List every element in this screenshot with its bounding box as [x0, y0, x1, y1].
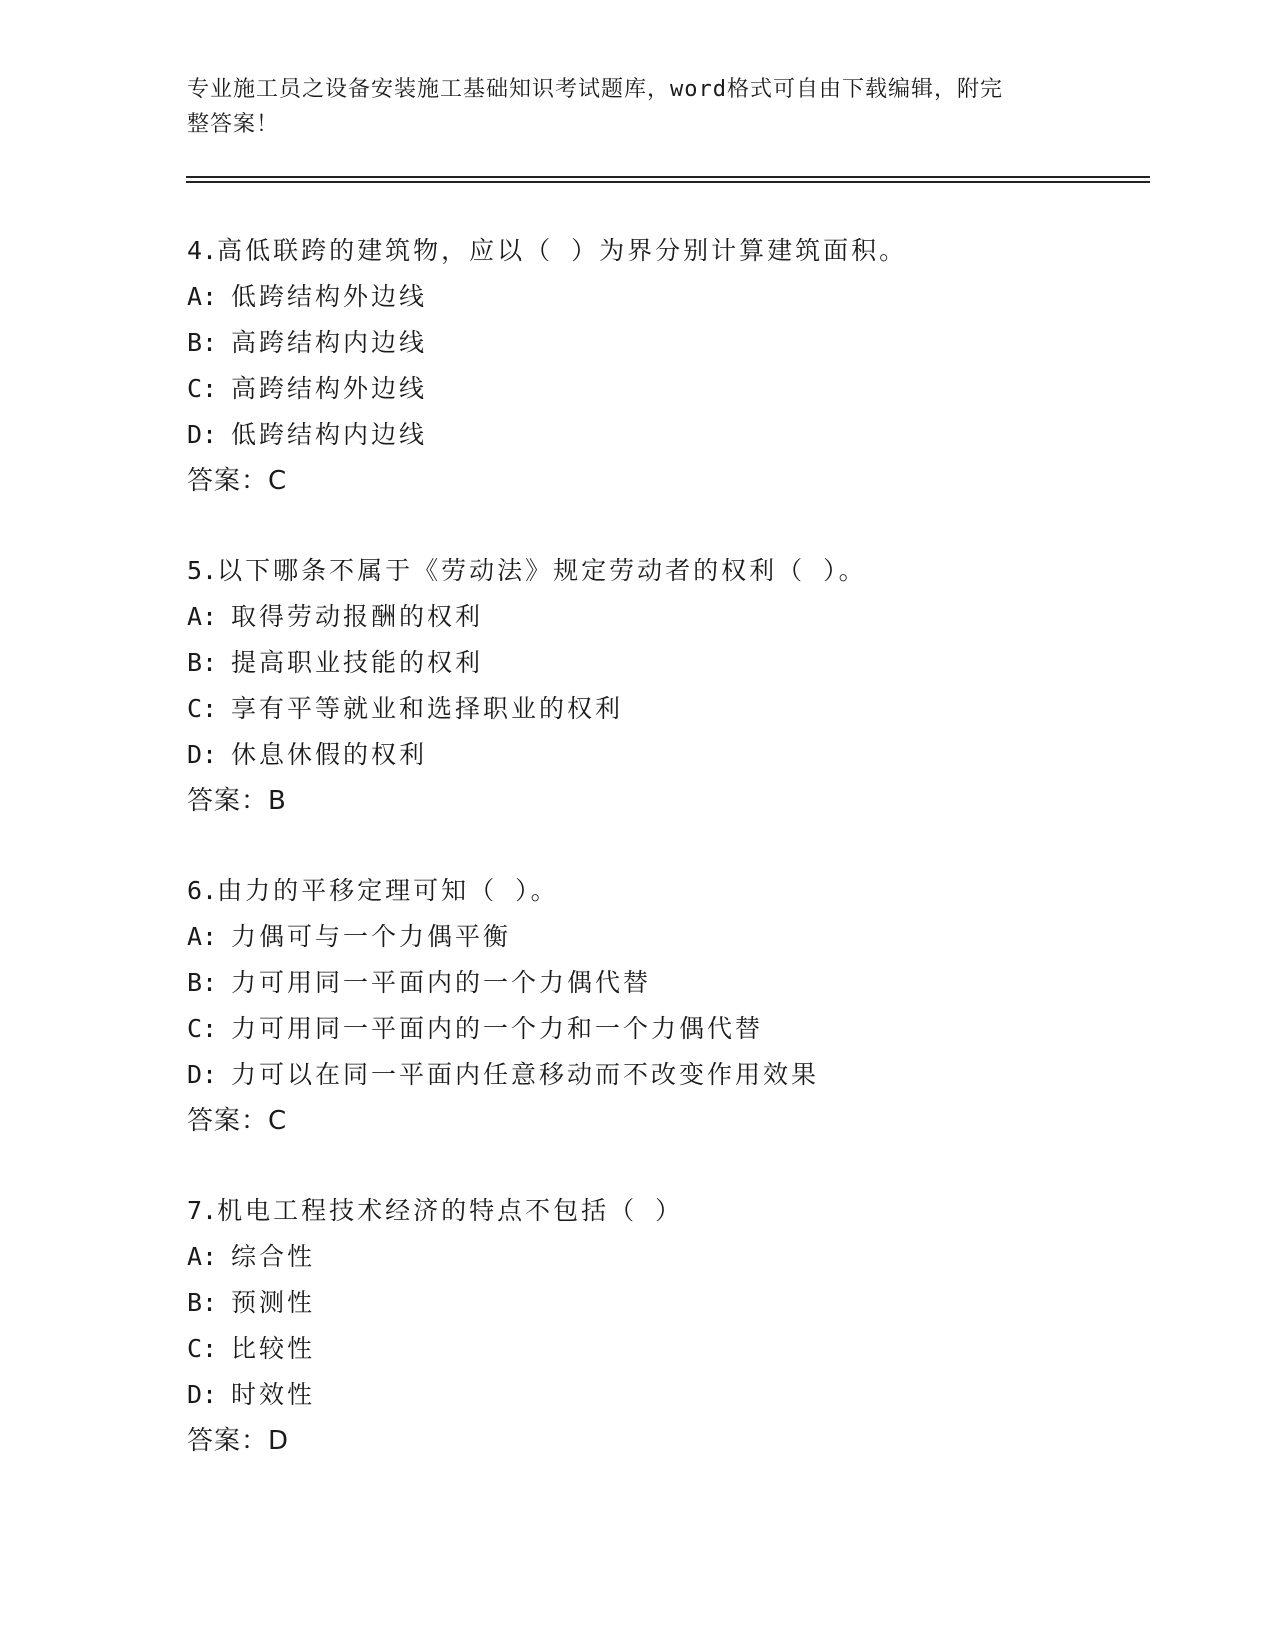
option-d	[187, 732, 1147, 778]
header-divider-top	[186, 176, 1150, 178]
question-number: 6.	[187, 876, 218, 905]
option-c	[187, 366, 1147, 412]
answer-line: 答案：C	[187, 1106, 288, 1136]
option-letter: D:	[187, 1060, 218, 1089]
option-b	[187, 320, 1147, 366]
question-text: 机电工程技术经济的特点不包括（ ）	[217, 1196, 684, 1225]
option-a	[187, 914, 1147, 960]
option-letter: A:	[187, 922, 218, 951]
option-letter: D:	[187, 740, 218, 769]
header-line-1: 专业施工员之设备安装施工基础知识考试题库，word格式可自由下载编辑，附完	[187, 77, 1003, 102]
option-letter: B:	[187, 1288, 218, 1317]
answer-line: 答案：C	[187, 466, 288, 496]
option-letter: A:	[187, 282, 218, 311]
option-text: 低跨结构内边线	[231, 420, 428, 449]
option-a	[187, 1234, 1147, 1280]
option-letter: B:	[187, 968, 218, 997]
option-text: 比较性	[231, 1334, 316, 1363]
option-letter: C:	[187, 1014, 218, 1043]
header-divider-bottom	[186, 181, 1150, 183]
option-letter: B:	[187, 328, 218, 357]
option-letter: A:	[187, 1242, 218, 1271]
option-a	[187, 594, 1147, 640]
answer-line: 答案：B	[187, 786, 287, 816]
question-6	[187, 868, 1147, 1144]
option-letter: D:	[187, 420, 218, 449]
option-text: 休息休假的权利	[231, 740, 428, 769]
question-number: 4.	[187, 236, 218, 265]
question-stem	[187, 228, 1147, 274]
question-stem	[187, 868, 1147, 914]
option-d	[187, 1372, 1147, 1418]
option-text: 综合性	[231, 1242, 316, 1271]
option-text: 高跨结构外边线	[231, 374, 428, 403]
answer-line: 答案：D	[187, 1426, 290, 1456]
question-number: 5.	[187, 556, 218, 585]
question-stem	[187, 548, 1147, 594]
option-text: 取得劳动报酬的权利	[231, 602, 484, 631]
option-text: 力可用同一平面内的一个力偶代替	[231, 968, 652, 997]
option-letter: C:	[187, 1334, 218, 1363]
option-letter: D:	[187, 1380, 218, 1409]
option-letter: C:	[187, 694, 218, 723]
option-text: 力可以在同一平面内任意移动而不改变作用效果	[231, 1060, 820, 1089]
option-d	[187, 412, 1147, 458]
option-d	[187, 1052, 1147, 1098]
option-c	[187, 1006, 1147, 1052]
option-c	[187, 686, 1147, 732]
option-c	[187, 1326, 1147, 1372]
option-letter: A:	[187, 602, 218, 631]
question-number: 7.	[187, 1196, 218, 1225]
question-list	[187, 228, 1147, 1508]
option-text: 时效性	[231, 1380, 316, 1409]
option-b	[187, 960, 1147, 1006]
option-b	[187, 1280, 1147, 1326]
document-header	[187, 72, 1067, 142]
question-4	[187, 228, 1147, 504]
option-text: 预测性	[231, 1288, 316, 1317]
question-7	[187, 1188, 1147, 1464]
option-b	[187, 640, 1147, 686]
option-text: 高跨结构内边线	[231, 328, 428, 357]
option-text: 力偶可与一个力偶平衡	[231, 922, 512, 951]
option-letter: B:	[187, 648, 218, 677]
option-letter: C:	[187, 374, 218, 403]
question-stem	[187, 1188, 1147, 1234]
question-text: 高低联跨的建筑物，应以（ ）为界分别计算建筑面积。	[217, 236, 908, 265]
option-text: 低跨结构外边线	[231, 282, 428, 311]
question-5	[187, 548, 1147, 824]
option-text: 提高职业技能的权利	[231, 648, 484, 677]
question-text: 由力的平移定理可知（ ）。	[217, 876, 559, 905]
option-text: 享有平等就业和选择职业的权利	[231, 694, 624, 723]
option-a	[187, 274, 1147, 320]
header-line-2: 整答案！	[187, 112, 280, 137]
question-text: 以下哪条不属于《劳动法》规定劳动者的权利（ ）。	[217, 556, 867, 585]
option-text: 力可用同一平面内的一个力和一个力偶代替	[231, 1014, 764, 1043]
